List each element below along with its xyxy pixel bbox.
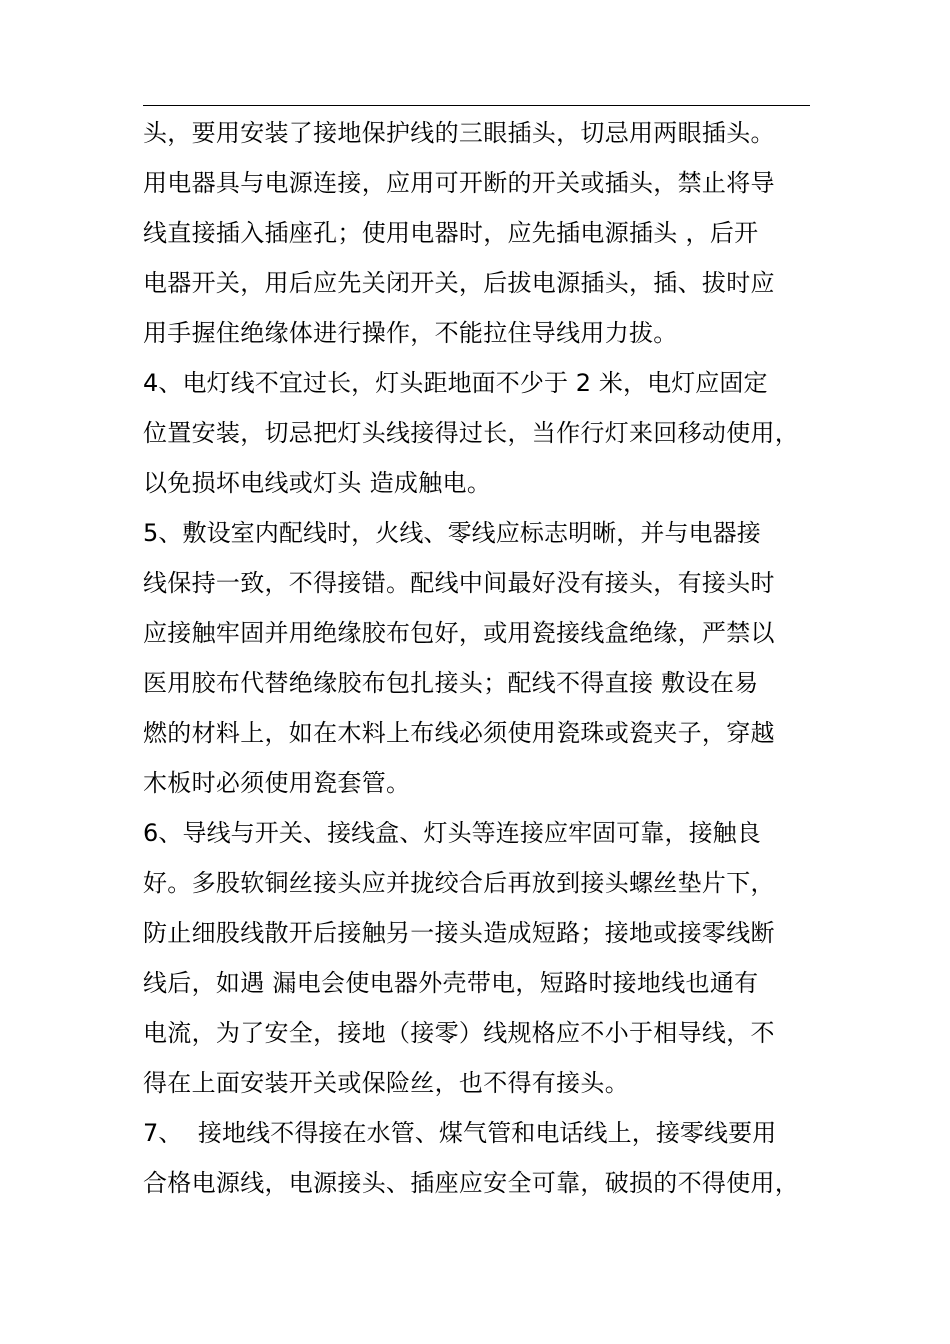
text-line: 电流，为了安全，接地（接零）线规格应不小于相导线，不	[143, 1019, 775, 1047]
text-line: 用手握住绝缘体进行操作，不能拉住导线用力拔。	[143, 319, 678, 347]
text-line: 电器开关，用后应先关闭开关，后拔电源插头，插、拔时应	[143, 269, 775, 297]
text-line-item-6: 6、导线与开关、接线盒、灯头等连接应牢固可靠，接触良	[143, 819, 761, 847]
text-line: 头，要用安装了接地保护线的三眼插头，切忌用两眼插头。	[143, 119, 775, 147]
text-line: 木板时必须使用瓷套管。	[143, 769, 411, 797]
text-line: 位置安装，切忌把灯头线接得过长，当作行灯来回移动使用，	[143, 419, 800, 447]
text-line: 用电器具与电源连接，应用可开断的开关或插头，禁止将导	[143, 169, 775, 197]
text-line: 线后，如遇 漏电会使电器外壳带电，短路时接地线也通有	[143, 969, 759, 997]
text-line: 以免损坏电线或灯头 造成触电。	[143, 469, 492, 497]
text-line: 燃的材料上，如在木料上布线必须使用瓷珠或瓷夹子，穿越	[143, 719, 775, 747]
text-line-item-5: 5、敷设室内配线时，火线、零线应标志明晰，并与电器接	[143, 519, 761, 547]
text-line: 线保持一致，不得接错。配线中间最好没有接头，有接头时	[143, 569, 775, 597]
text-line-item-4: 4、电灯线不宜过长，灯头距地面不少于 2 米，电灯应固定	[143, 369, 768, 397]
text-line: 得在上面安装开关或保险丝，也不得有接头。	[143, 1069, 629, 1097]
text-line: 防止细股线散开后接触另一接头造成短路；接地或接零线断	[143, 919, 775, 947]
text-line-item-7: 7、 接地线不得接在水管、煤气管和电话线上，接零线要用	[143, 1119, 777, 1147]
text-line: 合格电源线，电源接头、插座应安全可靠，破损的不得使用，	[143, 1169, 800, 1197]
text-line: 应接触牢固并用绝缘胶布包好，或用瓷接线盒绝缘，严禁以	[143, 619, 775, 647]
text-line: 医用胶布代替绝缘胶布包扎接头；配线不得直接 敷设在易	[143, 669, 759, 697]
header-rule	[143, 105, 810, 106]
text-line: 线直接插入插座孔；使用电器时，应先插电源插头 ，后开	[143, 219, 759, 247]
body-text	[143, 108, 833, 1208]
text-line: 好。多股软铜丝接头应并拢绞合后再放到接头螺丝垫片下，	[143, 869, 775, 897]
